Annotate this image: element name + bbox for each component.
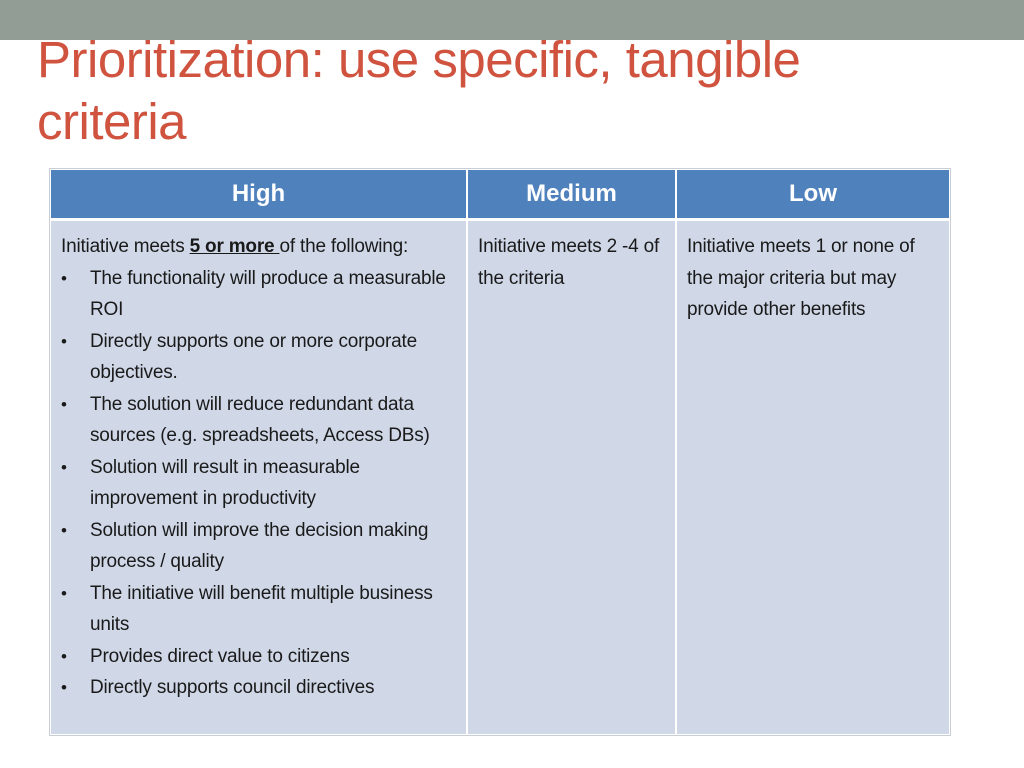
bullet-icon: • [61, 678, 67, 697]
slide-title: Prioritization: use specific, tangible criteria [37, 31, 801, 150]
medium-cell: Initiative meets 2 -4 of the criteria [467, 220, 676, 735]
bullet-icon: • [61, 520, 67, 540]
header-low: Low [676, 170, 949, 220]
criteria-item [61, 452, 458, 515]
high-intro-before: Initiative meets [61, 236, 190, 257]
criteria-item [61, 672, 458, 704]
criteria-text: Directly supports council directives [90, 677, 375, 698]
bullet-icon: • [61, 457, 67, 477]
bullet-icon: • [61, 583, 67, 603]
high-cell [51, 220, 467, 735]
criteria-text: The solution will reduce redundant data sources (e.g. spreadsheets, Access DBs) [90, 393, 430, 446]
header-medium: Medium [467, 170, 676, 220]
criteria-item [61, 263, 458, 326]
criteria-item [61, 326, 458, 389]
criteria-text: Directly supports one or more corporate objectives. [90, 330, 417, 383]
header-high: High [51, 170, 467, 220]
criteria-text: Solution will result in measurable improvement in productivity [90, 456, 360, 509]
criteria-item [61, 515, 458, 578]
high-intro-after: of the following: [279, 236, 409, 257]
high-criteria-list [61, 263, 458, 704]
criteria-table-container [49, 168, 951, 736]
bullet-icon: • [61, 268, 67, 288]
criteria-item [61, 389, 458, 452]
criteria-table [51, 170, 949, 734]
body-row [51, 220, 949, 735]
header-row [51, 170, 949, 220]
bullet-icon: • [61, 646, 67, 666]
criteria-item [61, 578, 458, 641]
low-cell: Initiative meets 1 or none of the major criteria but may provide other benefits [676, 220, 949, 735]
high-intro [61, 231, 458, 263]
bullet-icon: • [61, 331, 67, 351]
criteria-item [61, 641, 458, 673]
criteria-text: The functionality will produce a measurable ROI [90, 267, 446, 320]
high-intro-threshold: 5 or more [189, 236, 280, 257]
bullet-icon: • [61, 394, 67, 414]
criteria-text: Provides direct value to citizens [90, 645, 350, 667]
criteria-text: Solution will improve the decision making process / quality [90, 519, 429, 572]
criteria-text: The initiative will benefit multiple business units [90, 582, 433, 635]
